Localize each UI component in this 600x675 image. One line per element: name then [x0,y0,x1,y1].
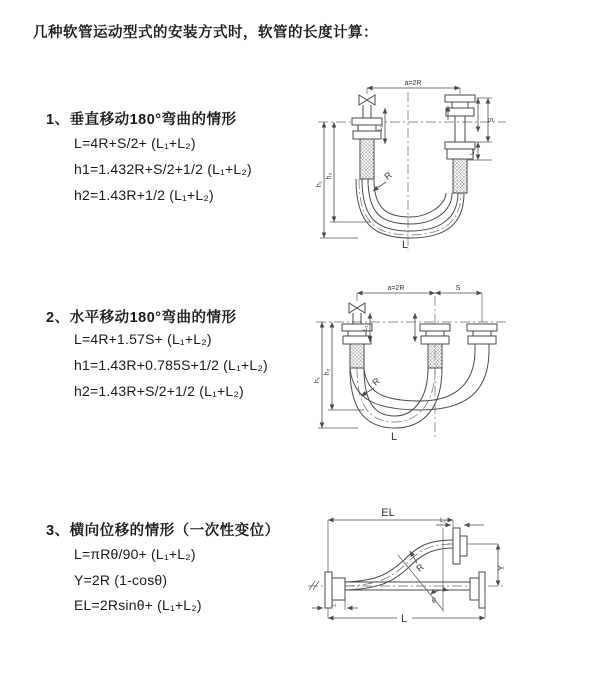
section-2-heading: 2、水平移动180°弯曲的情形 [46,310,237,326]
section-1-formula-h2: h2=1.43R+1/2 (L₁+L₂) [74,187,214,203]
dimension-span [357,285,482,322]
dim-label-h2: h₂ [324,368,331,376]
diagram-lateral-displacement [300,502,590,647]
dim-label-l1: L₁ [363,325,369,331]
diagram-horizontal-180-bend [308,280,558,460]
flange-right [470,572,485,608]
dim-label-length: L [400,613,408,625]
dim-label-span: a=2R [387,285,405,292]
section-2-formula-h2: h2=1.43R+S/2+1/2 (L₁+L₂) [74,383,244,399]
u-bend-curves [356,179,464,238]
section-2-formula-L: L=4R+1.57S+ (L₁+L₂) [74,331,212,347]
dim-label-s: S [488,117,495,123]
dim-label-radius: R [414,561,426,574]
radius-callout [373,169,394,191]
dim-label-span: a=2R [404,80,422,87]
section-3-formula-L: L=πRθ/90+ (L₁+L₂) [74,546,196,562]
flange-upper-right [453,528,467,564]
dim-label-y: Y [496,564,506,572]
section-1-formula-h1: h1=1.432R+S/2+1/2 (L₁+L₂) [74,161,252,177]
section-1-heading: 1、垂直移动180°弯曲的情形 [46,112,237,128]
diagram-vertical-180-bend [310,72,550,257]
dim-label-length: L [401,239,409,251]
dim-label-h1: h₁ [314,376,321,384]
dimension-fitting-left [312,600,358,610]
section-3-heading: 3、横向位移的情形（一次性变位） [46,523,280,539]
dim-label-length: L [390,431,398,443]
dim-label-h1: h₁ [316,180,323,188]
dim-label-l1: L₁ [378,125,384,131]
section-1-formula-L: L=4R+S/2+ (L₁+L₂) [74,135,196,151]
u-bend-curves [350,350,489,428]
dim-label-theta: θ [432,598,436,605]
dim-label-l2: L₂ [470,149,476,155]
dim-label-el: EL [381,507,395,519]
dimension-h1 [316,122,358,238]
section-2-formula-h1: h1=1.43R+0.785S+1/2 (L₁+L₂) [74,357,268,373]
hose-end-left [342,313,372,368]
dim-label-l2: L₂ [440,518,446,524]
dim-label-radius: R [370,375,382,388]
dim-label-l1: L₁ [331,602,337,608]
page-title: 几种软管运动型式的安装方式时，软管的长度计算： [33,25,378,41]
hose-end-middle [420,324,450,368]
dim-label-h2: h₂ [326,172,333,180]
radius-callout [410,551,426,574]
centerline-break-mark [309,581,319,590]
section-3-formula-Y: Y=2R (1-cosθ) [74,572,168,588]
dim-label-radius: R [382,169,394,182]
dimension-el [328,507,453,572]
dimension-fitting-right [436,518,484,525]
dimension-length [328,592,485,625]
hose-end-right [445,95,475,193]
valve-icon [359,95,375,105]
section-3-formula-EL: EL=2Rsinθ+ (L₁+L₂) [74,597,202,613]
dim-label-s: S [455,285,461,292]
hose-end-right-moved [467,324,497,350]
valve-icon [349,303,365,313]
hose-end-left [352,105,382,179]
dimension-span [367,80,460,94]
